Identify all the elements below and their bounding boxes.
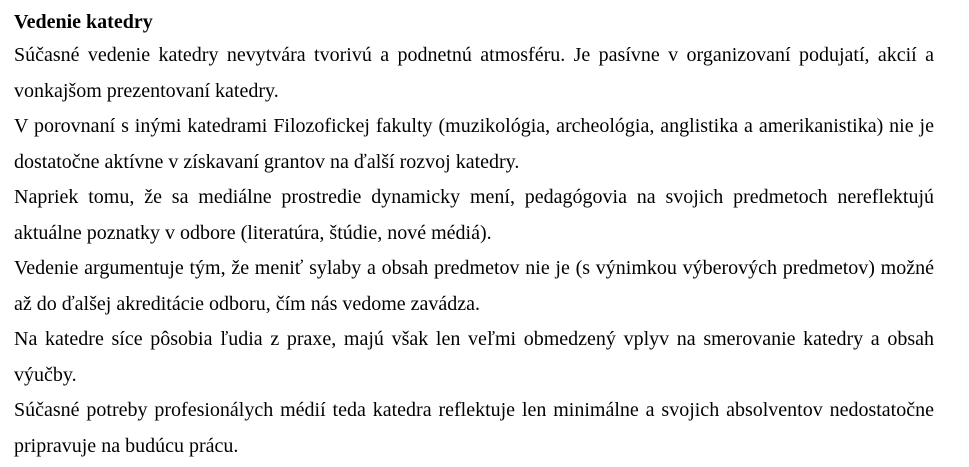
paragraph: Súčasné vedenie katedry nevytvára tvorivú a podnetnú atmosféru. Je pasívne v organizovaní podujatí, akcií a vonkajšom prezentovaní katedry. [14,44,934,102]
paragraph: Súčasné potreby profesionálych médií teda katedra reflektuje len minimálne a svojich absolventov nedostatočne pripravuje na budúcu prácu. [14,399,934,457]
paragraph: V porovnaní s inými katedrami Filozofickej fakulty (muzikológia, archeológia, anglistika a amerikanistika) nie je dostatočne aktívne v získavaní grantov na ďalší rozvoj katedry. [14,115,934,173]
document-body [14,6,934,464]
paragraph: Na katedre síce pôsobia ľudia z praxe, majú však len veľmi obmedzený vplyv na smerovanie katedry a obsah výučby. [14,328,934,386]
paragraph: Vedenie argumentuje tým, že meniť sylaby a obsah predmetov nie je (s výnimkou výberových predmetov) možné až do ďalšej akreditácie odboru, čím nás vedome zavádza. [14,257,934,315]
paragraph: Napriek tomu, že sa mediálne prostredie dynamicky mení, pedagógovia na svojich predmetoch nereflektujú aktuálne poznatky v odbore (literatúra, štúdie, nové médiá). [14,186,934,244]
section-heading: Vedenie katedry [14,11,153,33]
